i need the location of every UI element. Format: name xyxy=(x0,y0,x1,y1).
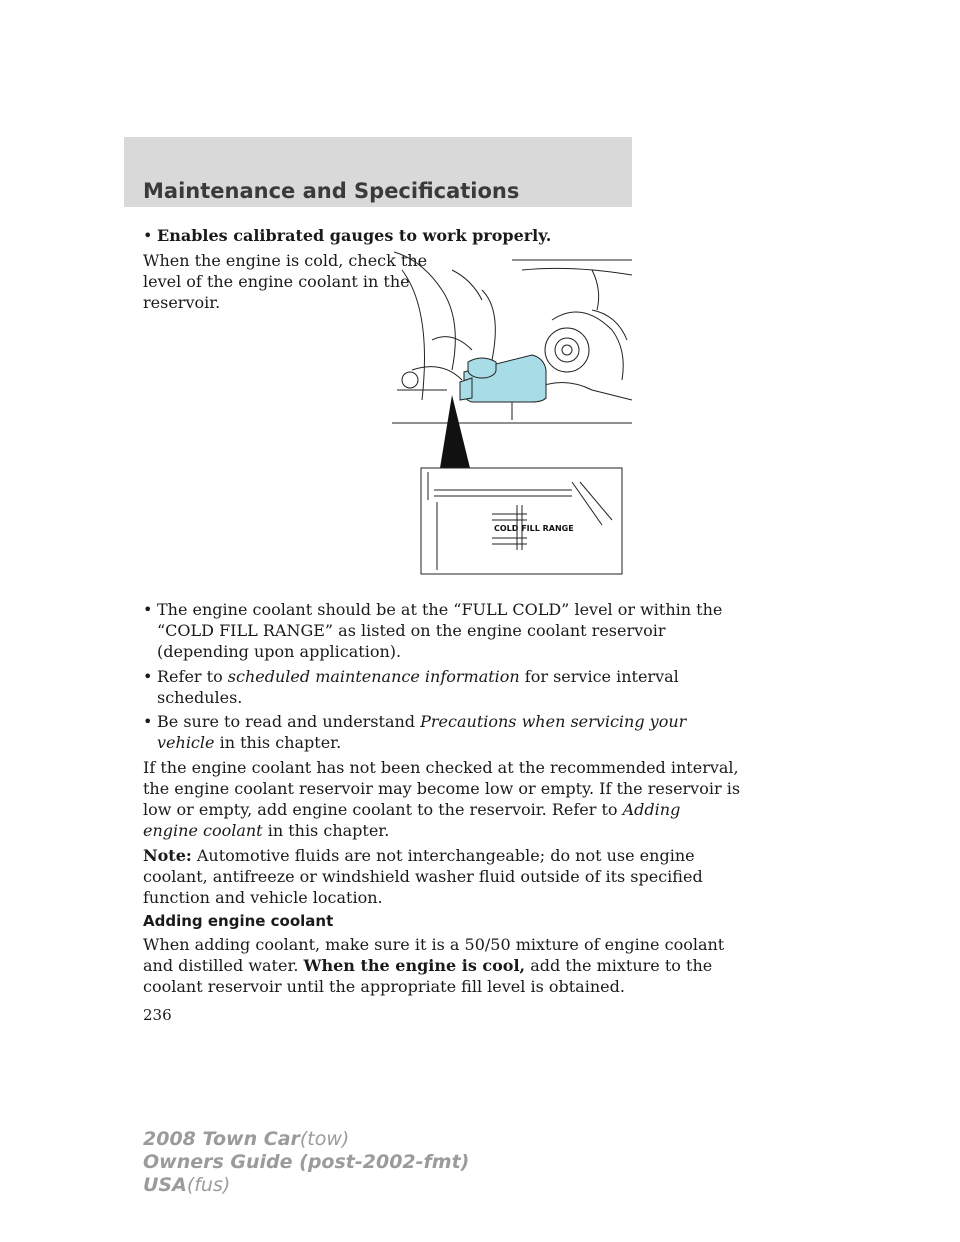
intro-line-2: level of the engine coolant in the xyxy=(143,272,410,291)
bullet-top-text: Enables calibrated gauges to work properly. xyxy=(157,226,552,245)
reference-scheduled-maintenance: scheduled maintenance information xyxy=(227,667,520,686)
bullet-marker: • xyxy=(143,600,153,619)
inset-label: COLD FILL RANGE xyxy=(494,524,574,533)
intro-line-3: reservoir. xyxy=(143,293,221,312)
footer-line-3: USA(fus) xyxy=(143,1174,231,1196)
intro-line-1: When the engine is cold, check the xyxy=(143,251,428,270)
para-1-line-3: low or empty, add engine coolant to the reservoir. Refer to Adding xyxy=(143,800,681,819)
reference-precautions: Precautions when servicing your xyxy=(420,712,687,731)
note-line-3: function and vehicle location. xyxy=(143,888,383,907)
subheading-adding-coolant: Adding engine coolant xyxy=(143,912,334,930)
adding-line-1: When adding coolant, make sure it is a 50/50 mixture of engine coolant xyxy=(143,935,725,954)
adding-line-2: and distilled water. When the engine is cool, add the mixture to the xyxy=(143,956,713,975)
bullet-marker: • xyxy=(143,667,153,686)
bullet-3-line-2: vehicle in this chapter. xyxy=(157,733,342,752)
adding-line-3: coolant reservoir until the appropriate fill level is obtained. xyxy=(143,977,625,996)
para-1-line-2: the engine coolant reservoir may become low or empty. If the reservoir is xyxy=(143,779,741,798)
engine-compartment-illustration xyxy=(392,250,634,582)
bullet-3-line-1: Be sure to read and understand Precautions when servicing your xyxy=(157,712,687,731)
footer-line-1: 2008 Town Car(tow) xyxy=(143,1128,350,1150)
bullet-marker: • xyxy=(143,226,153,245)
section-title: Maintenance and Specifications xyxy=(143,179,520,203)
reference-adding-coolant: Adding xyxy=(622,800,681,819)
note-label: Note: xyxy=(143,846,192,865)
bullet-1-line-2: “COLD FILL RANGE” as listed on the engine coolant reservoir xyxy=(157,621,666,640)
bullet-1-line-1: The engine coolant should be at the “FULL COLD” level or within the xyxy=(157,600,723,619)
para-1-line-1: If the engine coolant has not been checked at the recommended interval, xyxy=(143,758,739,777)
bullet-2-line-2: schedules. xyxy=(157,688,243,707)
note-line-2: coolant, antifreeze or windshield washer fluid outside of its specified xyxy=(143,867,703,886)
bullet-marker: • xyxy=(143,712,153,731)
coolant-reservoir-figure xyxy=(392,250,634,582)
footer-line-2: Owners Guide (post-2002-fmt) xyxy=(143,1151,470,1173)
bullet-2-line-1: Refer to scheduled maintenance information for service interval xyxy=(157,667,679,686)
page-number: 236 xyxy=(143,1006,172,1024)
para-1-line-4: engine coolant in this chapter. xyxy=(143,821,390,840)
note-line-1: Note: Automotive fluids are not interchangeable; do not use engine xyxy=(143,846,695,865)
bullet-1-line-3: (depending upon application). xyxy=(157,642,402,661)
pointer-arrow xyxy=(440,395,470,468)
